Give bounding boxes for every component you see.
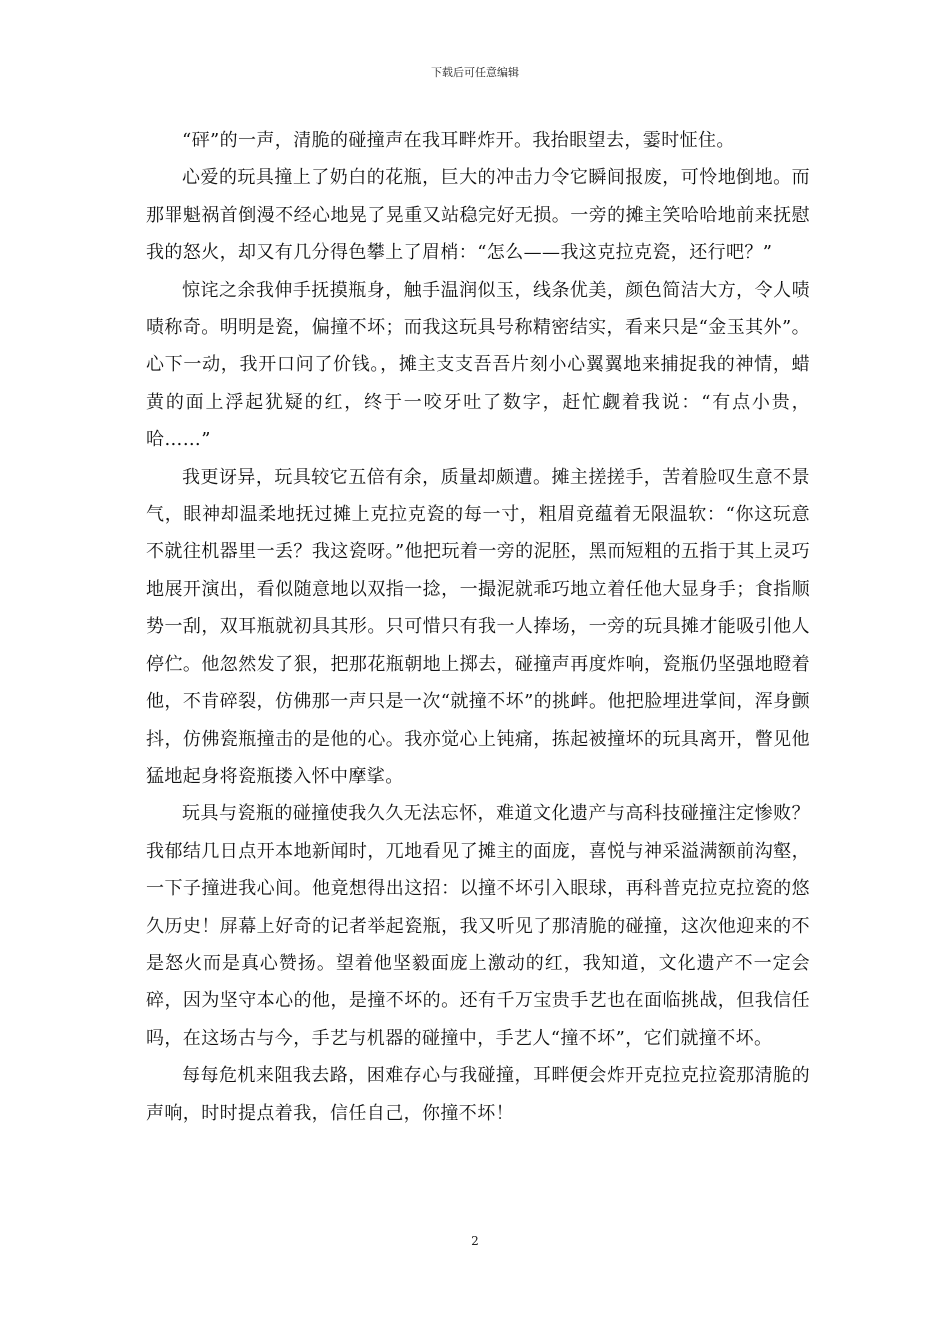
paragraph-2: 心爱的玩具撞上了奶白的花瓶，巨大的冲击力令它瞬间报废，可怜地倒地。而那罪魁祸首倒漫不经心地晃了晃重又站稳完好无损。一旁的摊主笑哈哈地前来抚慰我的怒火，却又有几分得色攀上了眉梢：“怎么——我这克拉克瓷，还行吧？” (146, 167, 810, 264)
paragraph-4: 我更讶异，玩具较它五倍有余，质量却颇遭。摊主搓搓手，苦着脸叹生意不景气，眼神却温柔地抚过摊上克拉克瓷的每一寸，粗眉竟蕴着无限温软：“你这玩意不就往机器里一丢？我这瓷呀。”他把玩着一旁的泥胚，黑而短粗的五指于其上灵巧地展开演出，看似随意地以双指一捻，一撮泥就乖巧地立着任他大显身手；食指顺势一刮，双耳瓶就初具其形。只可惜只有我一人捧场，一旁的玩具摊才能吸引他人停伫。他忽然发了狠，把那花瓶朝地上掷去，碰撞声再度炸响，瓷瓶仍坚强地瞪着他，不肯碎裂，仿佛那一声只是一次“就撞不坏”的挑衅。他把脸埋进掌间，浑身颤抖，仿佛瓷瓶撞击的是他的心。我亦觉心上钝痛，拣起被撞坏的玩具离开，瞥见他猛地起身将瓷瓶搂入怀中摩挲。 (146, 466, 810, 787)
paragraph-5: 玩具与瓷瓶的碰撞使我久久无法忘怀，难道文化遗产与高科技碰撞注定惨败？我郁结几日点开本地新闻时，兀地看见了摊主的面庞，喜悦与神采溢满额前沟壑，一下子撞进我心间。他竟想得出这招：以撞不坏引入眼球，再科普克拉克拉瓷的悠久历史！屏幕上好奇的记者举起瓷瓶，我又听见了那清脆的碰撞，这次他迎来的不是怒火而是真心赞扬。望着他坚毅面庞上激动的红，我知道，文化遗产不一定会碎，因为坚守本心的他，是撞不坏的。还有千万宝贵手艺也在面临挑战，但我信任吗，在这场古与今，手艺与机器的碰撞中，手艺人“撞不坏”，它们就撞不坏。 (146, 803, 810, 1049)
paragraph-3: 惊诧之余我伸手抚摸瓶身，触手温润似玉，线条优美，颜色简洁大方，令人啧啧称奇。明明是瓷，偏撞不坏；而我这玩具号称精密结实，看来只是“金玉其外”。心下一动，我开口问了价钱。，摊主支支吾吾片刻小心翼翼地来捕捉我的神情，蜡黄的面上浮起犹疑的红，终于一咬牙吐了数字，赶忙觑着我说：“有点小贵，哈……” (146, 279, 810, 451)
essay-body (146, 122, 810, 1132)
page-number: 2 (471, 1234, 479, 1248)
page-header-note: 下载后可任意编辑 (431, 66, 519, 79)
paragraph-1: “砰”的一声，清脆的碰撞声在我耳畔炸开。我抬眼望去，霎时怔住。 (182, 130, 735, 151)
paragraph-6: 每每危机来阻我去路，困难存心与我碰撞，耳畔便会炸开克拉克拉瓷那清脆的声响，时时提点着我，信任自己，你撞不坏！ (146, 1065, 810, 1124)
